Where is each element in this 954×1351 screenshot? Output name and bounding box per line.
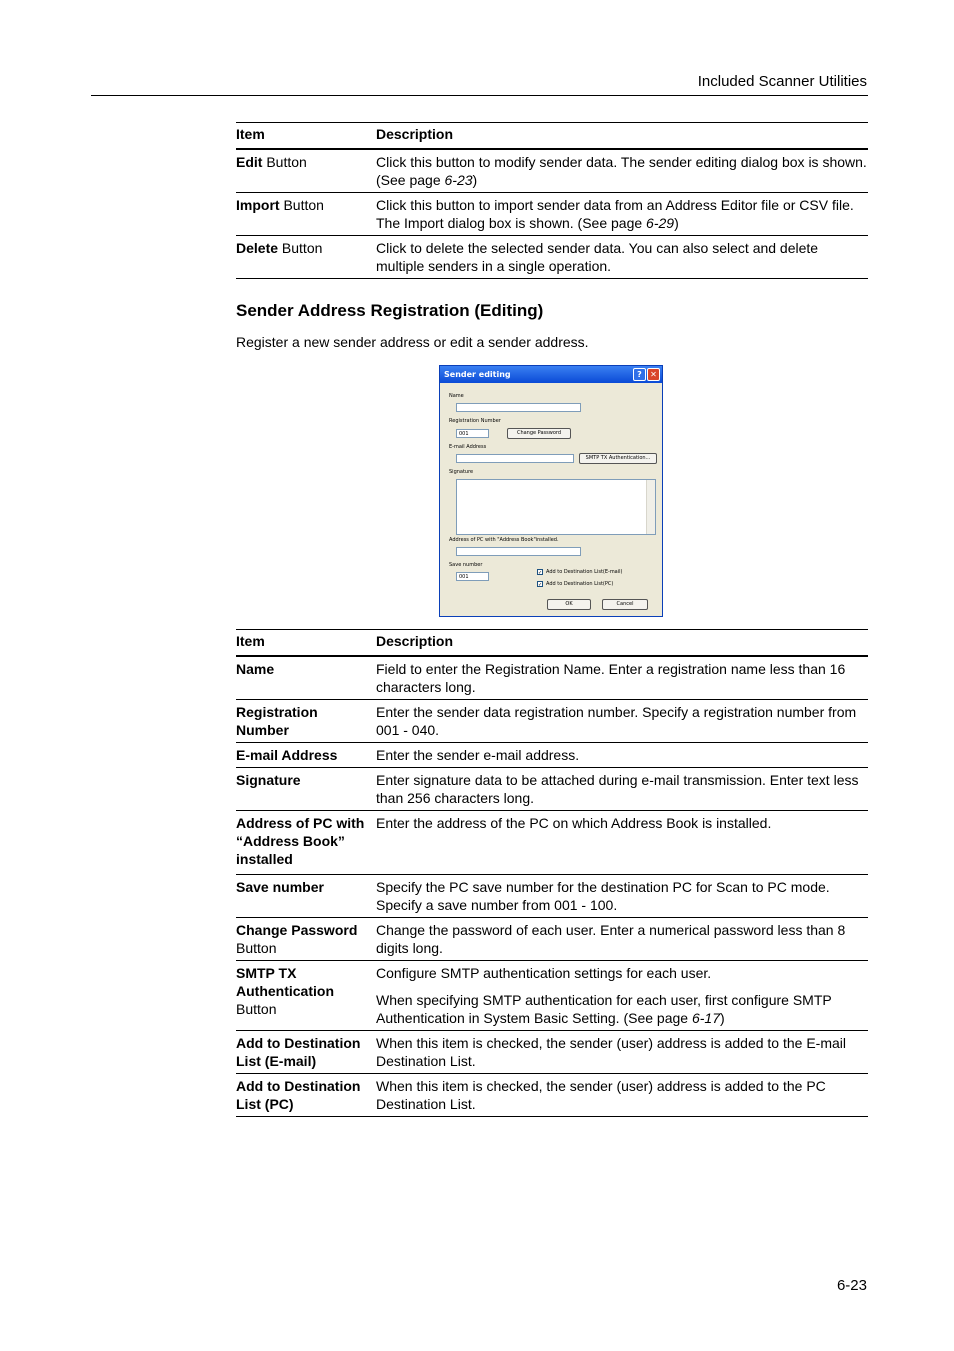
description-cell: When this item is checked, the sender (user) address is added to the E-mail Destination List.	[376, 1031, 868, 1074]
item-cell: Delete Button	[236, 236, 376, 279]
table-row	[236, 193, 868, 236]
description-cell: Enter the address of the PC on which Address Book is installed.	[376, 811, 868, 875]
section-heading: Sender Address Registration (Editing)	[236, 301, 544, 320]
description-cell: When this item is checked, the sender (user) address is added to the PC Destination List.	[376, 1074, 868, 1117]
item-cell: Add to Destination List (E-mail)	[236, 1031, 376, 1074]
check-email-label: Add to Destination List(E-mail)	[546, 569, 623, 575]
sender-editing-dialog	[439, 365, 663, 617]
page-number: 6-23	[836, 1277, 867, 1294]
item-cell: Name	[236, 656, 376, 700]
dialog-title: Sender editing	[444, 370, 511, 379]
description-cell: Enter the sender data registration number. Specify a registration number from 001 - 040.	[376, 700, 868, 743]
column-header-description: Description	[376, 123, 868, 150]
column-header-description: Description	[376, 630, 868, 657]
item-cell: Signature	[236, 768, 376, 811]
running-header: Included Scanner Utilities	[697, 73, 867, 90]
item-cell: Add to Destination List (PC)	[236, 1074, 376, 1117]
help-icon[interactable]: ?	[633, 368, 646, 381]
table-row	[236, 961, 868, 1031]
pc-address-label: Address of PC with "Address Book"installed.	[449, 537, 559, 543]
item-cell: SMTP TX Authentication Button	[236, 961, 376, 1031]
column-header-item: Item	[236, 123, 376, 150]
description-cell: Specify the PC save number for the destination PC for Scan to PC mode. Specify a save number from 001 - 100.	[376, 875, 868, 918]
header-divider	[91, 95, 868, 96]
buttons-table	[236, 122, 868, 279]
table-row	[236, 236, 868, 279]
change-password-button[interactable]: Change Password	[507, 428, 571, 439]
item-cell: Edit Button	[236, 149, 376, 193]
description-cell: Change the password of each user. Enter a numerical password less than 8 digits long.	[376, 918, 868, 961]
signature-label: Signature	[449, 469, 474, 475]
dialog-titlebar	[440, 366, 662, 383]
name-label: Name	[449, 393, 464, 399]
table-row	[236, 149, 868, 193]
description-cell: Click to delete the selected sender data. You can also select and delete multiple senders in a single operation.	[376, 236, 868, 279]
name-input[interactable]	[456, 403, 581, 412]
item-cell: E-mail Address	[236, 743, 376, 768]
smtp-tx-authentication-button[interactable]: SMTP TX Authentication...	[579, 453, 657, 464]
item-cell: Import Button	[236, 193, 376, 236]
item-cell: Registration Number	[236, 700, 376, 743]
table-row	[236, 1074, 868, 1117]
save-number-input[interactable]: 001	[456, 572, 489, 581]
table-row	[236, 743, 868, 768]
checkbox-email[interactable]: ✓	[538, 570, 543, 576]
description-cell: Enter signature data to be attached during e-mail transmission. Enter text less than 256 characters long.	[376, 768, 868, 811]
description-cell: Field to enter the Registration Name. Enter a registration name less than 16 characters long.	[376, 656, 868, 700]
table-row	[236, 875, 868, 918]
email-address-input[interactable]	[456, 454, 574, 463]
table-row	[236, 811, 868, 875]
table-row	[236, 700, 868, 743]
description-cell: Click this button to import sender data from an Address Editor file or CSV file. The Import dialog box is shown. (See page 6-29)	[376, 193, 868, 236]
table-row	[236, 1031, 868, 1074]
ok-button[interactable]: OK	[547, 599, 591, 610]
item-cell: Change Password Button	[236, 918, 376, 961]
pc-address-input[interactable]	[456, 547, 581, 556]
signature-textarea[interactable]	[456, 479, 656, 535]
table-header-row	[236, 630, 868, 657]
table-row	[236, 918, 868, 961]
save-number-label: Save number	[449, 562, 483, 568]
cancel-button[interactable]: Cancel	[602, 599, 648, 610]
section-intro: Register a new sender address or edit a sender address.	[236, 334, 589, 350]
fields-table	[236, 629, 868, 1117]
description-cell: Enter the sender e-mail address.	[376, 743, 868, 768]
email-address-label: E-mail Address	[449, 444, 487, 450]
table-row	[236, 656, 868, 700]
description-cell: Configure SMTP authentication settings for each user. When specifying SMTP authentication for each user, first configure SMTP Authentication in System Basic Setting. (See page 6-17)	[376, 961, 868, 1031]
description-cell: Click this button to modify sender data. The sender editing dialog box is shown. (See page 6-23)	[376, 149, 868, 193]
check-pc-label: Add to Destination List(PC)	[546, 581, 614, 587]
checkbox-pc[interactable]: ✓	[538, 582, 543, 588]
close-icon[interactable]: ✕	[647, 368, 660, 381]
item-cell: Save number	[236, 875, 376, 918]
signature-scrollbar[interactable]	[646, 480, 655, 534]
registration-number-label: Registration Number	[449, 418, 501, 424]
table-header-row	[236, 123, 868, 150]
registration-number-input[interactable]: 001	[456, 429, 489, 438]
item-cell: Address of PC with “Address Book” installed	[236, 811, 376, 875]
table-row	[236, 768, 868, 811]
column-header-item: Item	[236, 630, 376, 657]
